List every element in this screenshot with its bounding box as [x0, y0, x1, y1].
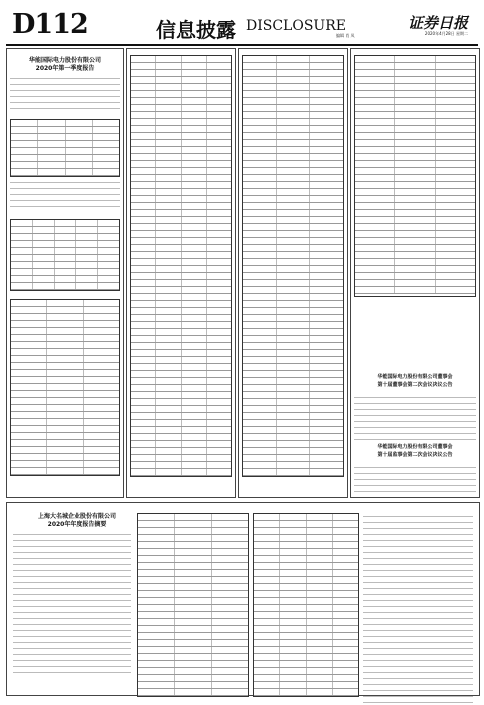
article-a1	[6, 48, 124, 498]
article-a2	[6, 502, 480, 696]
a1-body	[10, 75, 120, 111]
editor-line: 编辑 肖 凤	[336, 33, 355, 38]
article-a1-cont-2	[238, 48, 348, 498]
a2-subtitle: 2020年年度报告摘要	[47, 521, 107, 528]
a4-body	[354, 464, 476, 494]
a4-subtitle: 第十届监事会第二次会议决议公告	[377, 452, 453, 458]
page-header	[6, 6, 478, 46]
right-upper-table	[354, 55, 476, 297]
a1-cont-table	[130, 55, 232, 477]
a2-title: 上海大名城企业股份有限公司	[37, 513, 116, 520]
a4-title: 华能国际电力股份有限公司董事会	[377, 444, 453, 450]
a1-table-2	[10, 219, 120, 291]
a2-mid-table	[137, 513, 249, 697]
a2-far-right-body	[363, 513, 473, 705]
a1-table	[10, 119, 120, 177]
date-line: 2020年4月28日 星期二	[424, 31, 468, 36]
a3-body	[354, 394, 476, 442]
page-number: D112	[12, 9, 88, 40]
a2-right-table	[253, 513, 359, 697]
section-title: 信息披露	[156, 18, 236, 42]
a1-cont-table-2	[242, 55, 344, 477]
a2-left-body	[13, 531, 131, 675]
a1-subtitle: 2020年第一季度报告	[35, 65, 95, 72]
article-right-upper	[350, 48, 480, 498]
a1-title: 华能国际电力股份有限公司	[28, 57, 101, 64]
section-title-en: DISCLOSURE	[246, 18, 346, 34]
a1-body-2	[10, 179, 120, 209]
a3-title: 华能国际电力股份有限公司董事会	[377, 374, 453, 380]
a3-subtitle: 第十届董事会第二次会议决议公告	[377, 382, 453, 388]
a1-table-3	[10, 299, 120, 476]
article-a1-cont	[126, 48, 236, 498]
brand-logo: 证券日报	[407, 14, 468, 32]
